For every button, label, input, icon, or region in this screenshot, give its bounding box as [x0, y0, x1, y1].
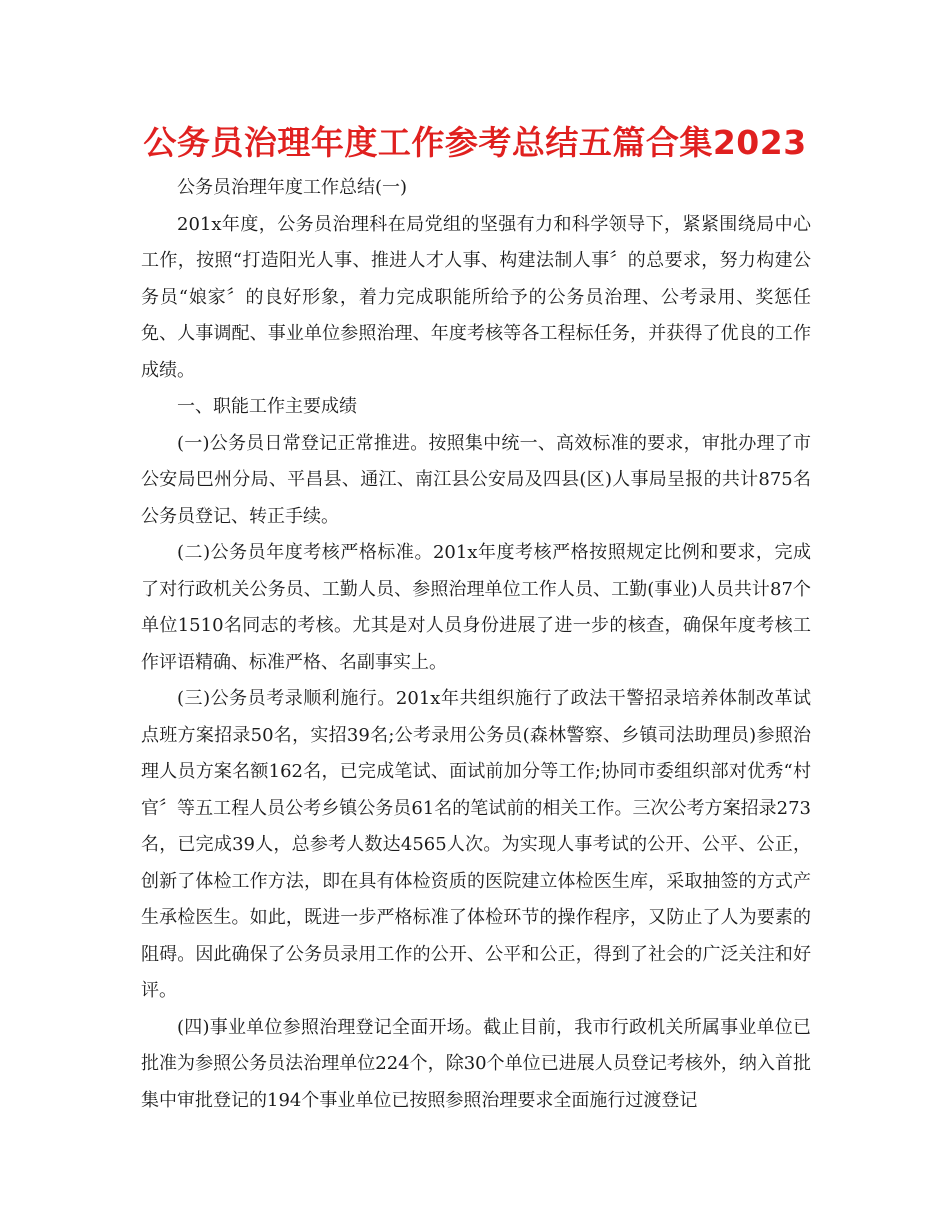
document-title: 公务员治理年度工作参考总结五篇合集2023 [143, 123, 807, 162]
paragraph: 201x年度，公务员治理科在局党组的坚强有力和科学领导下，紧紧围绕局中心工作，按照“打造阳光人事、推进人才人事、构建法制人事〞的总要求，努力构建公务员“娘家〞的良好形象，着力完成职能所给予的公务员治理、公考录用、奖惩任免、人事调配、事业单位参照治理、年度考核等各工程标任务，并获得了优良的工作成绩。 [141, 213, 811, 381]
paragraph: (四)事业单位参照治理登记全面开场。截止目前，我市行政机关所属事业单位已批准为参照公务员法治理单位224个，除30个单位已进展人员登记考核外，纳入首批集中审批登记的194个事业单位已按照参照治理要求全面施行过渡登记 [141, 1016, 811, 1111]
paragraph: (二)公务员年度考核严格标准。201x年度考核严格按照规定比例和要求，完成了对行政机关公务员、工勤人员、参照治理单位工作人员、工勤(事业)人员共计87个单位1510名同志的考核。尤其是对人员身份进展了进一步的核查，确保年度考核工作评语精确、标准严格、名副事实上。 [141, 542, 811, 673]
section-heading: 公务员治理年度工作总结(一) [177, 177, 408, 198]
section-heading: 一、职能工作主要成绩 [177, 396, 357, 417]
document-body [141, 170, 811, 1119]
paragraph: (三)公务员考录顺利施行。201x年共组织施行了政法干警招录培养体制改革试点班方案招录50名，实招39名;公考录用公务员(森林警察、乡镇司法助理员)参照治理人员方案名额162名，已完成笔试、面试前加分等工作;协同市委组织部对优秀“村官〞等五工程人员公考乡镇公务员61名的笔试前的相关工作。三次公考方案招录273名，已完成39人，总参考人数达4565人次。为实现人事考试的公开、公平、公正，创新了体检工作方法，即在具有体检资质的医院建立体检医生库，采取抽签的方式产生承检医生。如此，既进一步严格标准了体检环节的操作程序，又防止了人为要素的阻碍。因此确保了公务员录用工作的公开、公平和公正，得到了社会的广泛关注和好评。 [141, 688, 811, 1001]
paragraph: (一)公务员日常登记正常推进。按照集中统一、高效标准的要求，审批办理了市公安局巴州分局、平昌县、通江、南江县公安局及四县(区)人事局呈报的共计875名公务员登记、转正手续。 [141, 432, 811, 527]
